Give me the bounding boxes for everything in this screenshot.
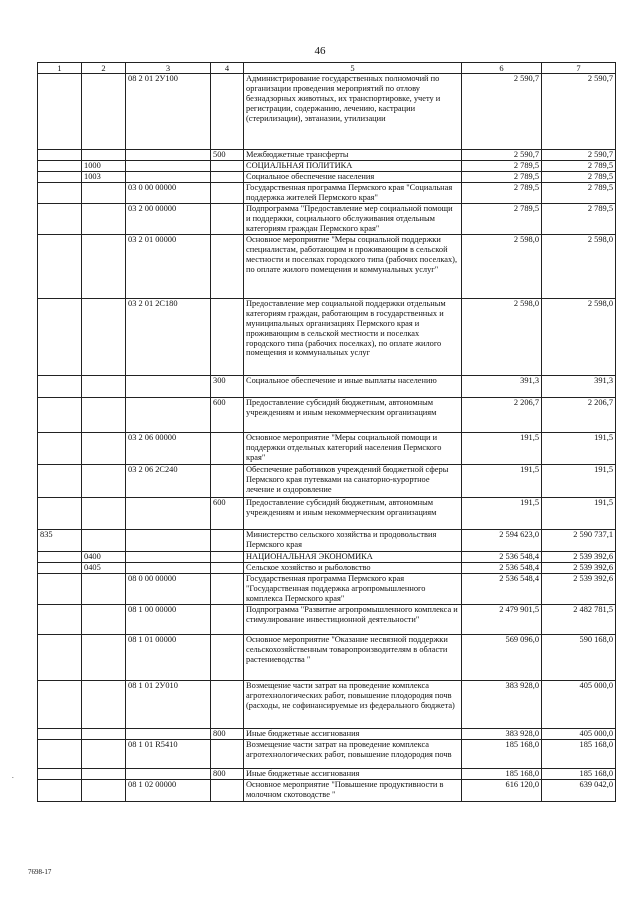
table-row [38,432,616,464]
cell-section-code [82,74,126,150]
cell-amount-year-1: 391,3 [462,375,542,397]
table-row [38,680,616,728]
cell-amount-year-1: 2 789,5 [462,182,542,203]
cell-expense-type: 600 [211,397,244,432]
cell-target-code [126,551,211,562]
footer-code: 7698-17 [28,868,52,876]
table-row [38,573,616,604]
cell-amount-year-2: 2 539 392,6 [542,573,616,604]
cell-amount-year-2: 2 590 737,1 [542,529,616,551]
cell-amount-year-2: 2 590,7 [542,74,616,150]
cell-expense-type: 300 [211,375,244,397]
cell-expense-type: 800 [211,768,244,779]
cell-admin-code [38,573,82,604]
cell-section-code [82,779,126,801]
cell-expense-type [211,432,244,464]
cell-expense-type [211,161,244,172]
cell-amount-year-2: 639 042,0 [542,779,616,801]
cell-section-code [82,464,126,497]
cell-amount-year-2: 185 168,0 [542,768,616,779]
cell-description: Возмещение части затрат на проведение комплекса агротехнологических работ, повышение плодородия почв [244,739,462,768]
cell-description: Возмещение части затрат на проведение комплекса агротехнологических работ, повышение плодородия почв (расходы, не софинансируемые из федерального бюджета) [244,680,462,728]
budget-table [37,62,616,802]
table-row [38,74,616,150]
cell-description: Государственная программа Пермского края "Государственная поддержка агропромышленного комплекса Пермского края" [244,573,462,604]
cell-target-code: 03 2 01 00000 [126,234,211,298]
cell-amount-year-1: 185 168,0 [462,768,542,779]
cell-amount-year-1: 616 120,0 [462,779,542,801]
cell-description: Основное мероприятие "Оказание несвязной поддержки сельскохозяйственным товаропроизводителям в области растениеводства " [244,634,462,680]
cell-amount-year-2: 2 539 392,6 [542,551,616,562]
cell-target-code: 08 1 01 R5410 [126,739,211,768]
cell-description: Основное мероприятие "Меры социальной поддержки специалистам, работающим и проживающим в сельской местности и поселках городского типа (рабочих поселках), по оплате жилого помещения и коммунальных услуг" [244,234,462,298]
cell-admin-code [38,150,82,161]
cell-amount-year-2: 405 000,0 [542,680,616,728]
cell-section-code [82,203,126,234]
cell-target-code: 03 2 01 2С180 [126,298,211,375]
table-header-row [38,63,616,74]
cell-amount-year-1: 2 590,7 [462,150,542,161]
cell-amount-year-2: 2 539 392,6 [542,562,616,573]
cell-expense-type [211,203,244,234]
cell-section-code: 1000 [82,161,126,172]
cell-description: Администрирование государственных полномочий по организации проведения мероприятий по отлову безнадзорных животных, их транспортировке, учету и регистрации, содержанию, лечению, кастрации (стерилизации), эвтаназии, утилизации [244,74,462,150]
cell-admin-code [38,768,82,779]
cell-expense-type [211,551,244,562]
cell-description: Обеспечение работников учреждений бюджетной сферы Пермского края путевками на санаторно-курортное лечение и оздоровление [244,464,462,497]
table-row [38,739,616,768]
cell-admin-code [38,182,82,203]
cell-amount-year-2: 2 598,0 [542,298,616,375]
cell-target-code [126,150,211,161]
table-row [38,768,616,779]
cell-admin-code [38,298,82,375]
cell-target-code [126,728,211,739]
cell-expense-type [211,779,244,801]
header-col-5: 5 [244,63,462,74]
cell-admin-code [38,432,82,464]
cell-section-code [82,573,126,604]
cell-expense-type [211,298,244,375]
cell-description: Предоставление субсидий бюджетным, автономным учреждениям и иным некоммерческим организациям [244,397,462,432]
cell-section-code [82,397,126,432]
cell-section-code [82,234,126,298]
cell-amount-year-2: 2 598,0 [542,234,616,298]
cell-expense-type: 500 [211,150,244,161]
cell-section-code [82,728,126,739]
cell-target-code: 08 2 01 2У100 [126,74,211,150]
cell-admin-code [38,562,82,573]
cell-amount-year-1: 569 096,0 [462,634,542,680]
cell-amount-year-2: 405 000,0 [542,728,616,739]
cell-target-code: 08 1 01 2У010 [126,680,211,728]
cell-section-code [82,768,126,779]
cell-expense-type: 600 [211,497,244,529]
page-number: 46 [314,45,326,57]
table-row [38,161,616,172]
cell-expense-type [211,680,244,728]
header-col-7: 7 [542,63,616,74]
table-row [38,203,616,234]
cell-target-code [126,529,211,551]
cell-section-code [82,680,126,728]
cell-section-code [82,298,126,375]
cell-target-code [126,562,211,573]
cell-target-code [126,768,211,779]
cell-description: Подпрограмма "Развитие агропромышленного комплекса и стимулирование инвестиционной деятельности" [244,604,462,634]
cell-section-code: 0405 [82,562,126,573]
cell-admin-code [38,739,82,768]
cell-description: Государственная программа Пермского края "Социальная поддержка жителей Пермского края" [244,182,462,203]
cell-amount-year-1: 191,5 [462,497,542,529]
cell-target-code: 03 2 06 2С240 [126,464,211,497]
cell-expense-type [211,529,244,551]
header-col-4: 4 [211,63,244,74]
cell-amount-year-1: 383 928,0 [462,728,542,739]
table-row [38,562,616,573]
header-col-3: 3 [126,63,211,74]
cell-section-code [82,529,126,551]
cell-admin-code [38,397,82,432]
cell-expense-type [211,464,244,497]
cell-admin-code [38,604,82,634]
cell-description: Сельское хозяйство и рыболовство [244,562,462,573]
cell-expense-type [211,74,244,150]
cell-section-code [82,634,126,680]
cell-section-code [82,604,126,634]
table-row [38,150,616,161]
cell-amount-year-1: 191,5 [462,464,542,497]
margin-mark: . [12,772,14,780]
cell-target-code [126,375,211,397]
cell-section-code [82,432,126,464]
cell-amount-year-1: 2 206,7 [462,397,542,432]
cell-amount-year-1: 2 789,5 [462,203,542,234]
table-row [38,182,616,203]
table-row [38,298,616,375]
cell-description: Социальное обеспечение населения [244,172,462,183]
table-row [38,529,616,551]
cell-description: Основное мероприятие "Меры социальной помощи и поддержки отдельных категорий населения Пермского края" [244,432,462,464]
cell-target-code: 08 1 01 00000 [126,634,211,680]
cell-amount-year-1: 2 536 548,4 [462,562,542,573]
cell-admin-code [38,728,82,739]
cell-admin-code [38,779,82,801]
cell-admin-code [38,634,82,680]
cell-amount-year-1: 2 594 623,0 [462,529,542,551]
cell-expense-type [211,234,244,298]
cell-admin-code [38,234,82,298]
cell-target-code [126,497,211,529]
cell-amount-year-2: 2 789,5 [542,161,616,172]
cell-description: Социальное обеспечение и иные выплаты населению [244,375,462,397]
cell-amount-year-1: 2 598,0 [462,298,542,375]
cell-admin-code [38,375,82,397]
header-col-1: 1 [38,63,82,74]
cell-amount-year-1: 185 168,0 [462,739,542,768]
table-row [38,375,616,397]
cell-amount-year-2: 391,3 [542,375,616,397]
cell-target-code: 08 0 00 00000 [126,573,211,604]
cell-expense-type [211,182,244,203]
cell-amount-year-1: 2 789,5 [462,161,542,172]
cell-target-code: 03 0 00 00000 [126,182,211,203]
cell-amount-year-2: 2 206,7 [542,397,616,432]
cell-expense-type [211,573,244,604]
cell-amount-year-1: 2 536 548,4 [462,573,542,604]
cell-amount-year-2: 185 168,0 [542,739,616,768]
cell-target-code: 08 1 00 00000 [126,604,211,634]
cell-amount-year-1: 2 789,5 [462,172,542,183]
table-row [38,728,616,739]
table-row [38,779,616,801]
table-row [38,497,616,529]
cell-amount-year-1: 2 536 548,4 [462,551,542,562]
cell-description: Иные бюджетные ассигнования [244,768,462,779]
cell-description: Предоставление мер социальной поддержки отдельным категориям граждан, работающим в государственных и муниципальных организациях Пермского края и проживающим в сельской местности и поселках городского типа (рабочих поселках), по оплате жилого помещения и коммунальных услуг [244,298,462,375]
cell-amount-year-1: 191,5 [462,432,542,464]
cell-amount-year-2: 2 789,5 [542,172,616,183]
cell-description: СОЦИАЛЬНАЯ ПОЛИТИКА [244,161,462,172]
cell-section-code [82,150,126,161]
cell-section-code [82,739,126,768]
cell-section-code: 1003 [82,172,126,183]
cell-description: Подпрограмма "Предоставление мер социальной помощи и поддержки, социального обслуживания отдельным категориям граждан Пермского края" [244,203,462,234]
cell-description: Межбюджетные трансферты [244,150,462,161]
cell-amount-year-2: 2 789,5 [542,203,616,234]
cell-amount-year-2: 2 482 781,5 [542,604,616,634]
cell-description: Предоставление субсидий бюджетным, автономным учреждениям и иным некоммерческим организациям [244,497,462,529]
cell-target-code: 08 1 02 00000 [126,779,211,801]
cell-section-code [82,182,126,203]
cell-admin-code [38,464,82,497]
cell-description: Основное мероприятие "Повышение продуктивности в молочном скотоводстве " [244,779,462,801]
cell-amount-year-1: 383 928,0 [462,680,542,728]
cell-section-code: 0400 [82,551,126,562]
cell-description: Министерство сельского хозяйства и продовольствия Пермского края [244,529,462,551]
cell-expense-type: 800 [211,728,244,739]
cell-target-code: 03 2 06 00000 [126,432,211,464]
header-col-2: 2 [82,63,126,74]
cell-amount-year-2: 2 789,5 [542,182,616,203]
cell-admin-code: 835 [38,529,82,551]
table-row [38,234,616,298]
cell-expense-type [211,634,244,680]
table-row [38,464,616,497]
table-row [38,172,616,183]
cell-amount-year-2: 590 168,0 [542,634,616,680]
cell-amount-year-2: 191,5 [542,432,616,464]
cell-section-code [82,497,126,529]
cell-target-code [126,397,211,432]
cell-amount-year-2: 2 590,7 [542,150,616,161]
table-row [38,397,616,432]
cell-target-code [126,172,211,183]
cell-expense-type [211,172,244,183]
cell-description: НАЦИОНАЛЬНАЯ ЭКОНОМИКА [244,551,462,562]
cell-amount-year-2: 191,5 [542,464,616,497]
cell-expense-type [211,739,244,768]
cell-admin-code [38,203,82,234]
cell-amount-year-1: 2 479 901,5 [462,604,542,634]
table-row [38,604,616,634]
cell-target-code: 03 2 00 00000 [126,203,211,234]
cell-target-code [126,161,211,172]
cell-section-code [82,375,126,397]
cell-admin-code [38,172,82,183]
cell-admin-code [38,680,82,728]
cell-amount-year-1: 2 590,7 [462,74,542,150]
header-col-6: 6 [462,63,542,74]
cell-admin-code [38,161,82,172]
cell-admin-code [38,497,82,529]
cell-description: Иные бюджетные ассигнования [244,728,462,739]
table-row [38,551,616,562]
cell-amount-year-1: 2 598,0 [462,234,542,298]
cell-admin-code [38,551,82,562]
table-row [38,634,616,680]
cell-amount-year-2: 191,5 [542,497,616,529]
cell-expense-type [211,562,244,573]
cell-expense-type [211,604,244,634]
cell-admin-code [38,74,82,150]
